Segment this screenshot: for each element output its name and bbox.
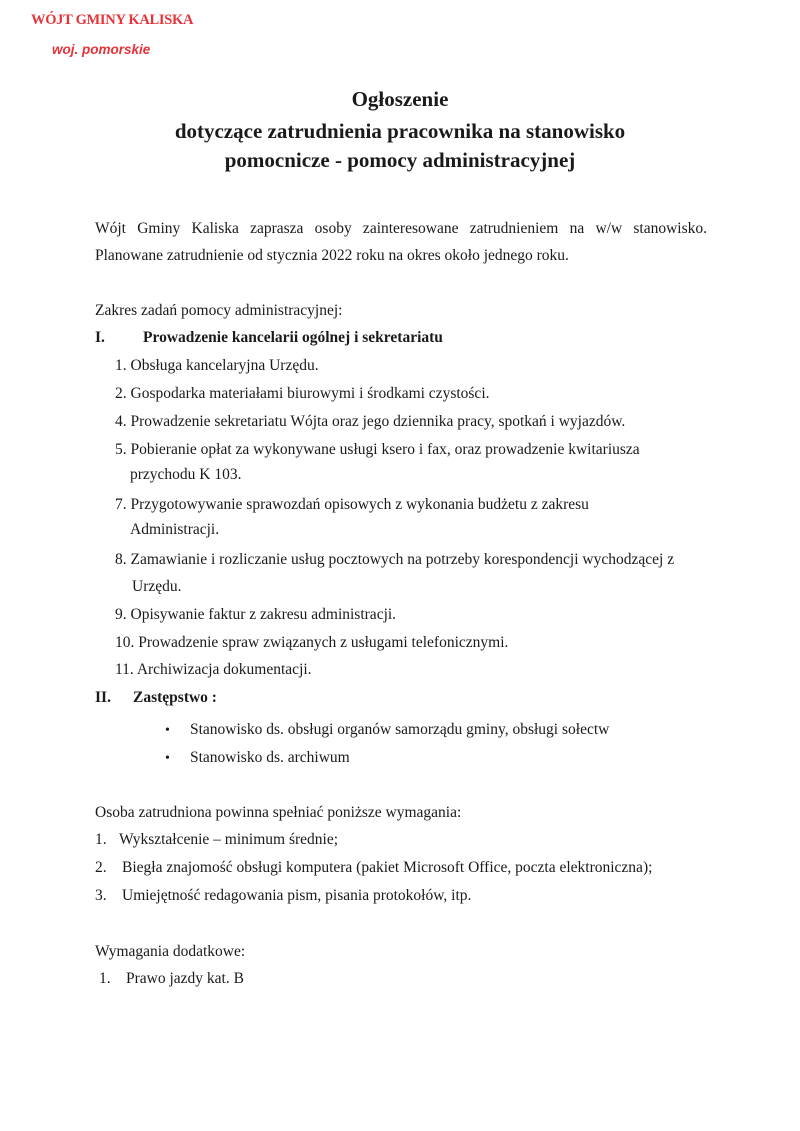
requirement-text: Wykształcenie – minimum średnie; (119, 831, 339, 848)
bullet-icon: • (165, 751, 170, 766)
section-1-numeral: I. (95, 329, 105, 346)
requirement-number: 3. (95, 887, 107, 904)
task-item: 2. Gospodarka materiałami biurowymi i środkami czystości. (115, 385, 490, 402)
requirement-number: 1. (95, 831, 107, 848)
stamp-region: woj. pomorskie (52, 42, 151, 57)
requirements-heading: Osoba zatrudniona powinna spełniać poniższe wymagania: (95, 804, 462, 821)
section-2-title: Zastępstwo : (133, 689, 217, 706)
requirement-text: Biegła znajomość obsługi komputera (pakiet Microsoft Office, poczta elektroniczna); (122, 859, 653, 876)
substitution-item: Stanowisko ds. obsługi organów samorządu gminy, obsługi sołectw (190, 721, 610, 738)
bullet-icon: • (165, 723, 170, 738)
task-item: 4. Prowadzenie sekretariatu Wójta oraz jego dziennika pracy, spotkań i wyjazdów. (115, 413, 626, 430)
title-line-3: pomocnicze - pomocy administracyjnej (224, 148, 576, 172)
task-item-continuation: Administracji. (130, 521, 220, 538)
intro-line-2: Planowane zatrudnienie od stycznia 2022 roku na okres około jednego roku. (95, 247, 569, 264)
task-item: 5. Pobieranie opłat za wykonywane usługi ksero i fax, oraz prowadzenie kwitariusza (115, 441, 640, 458)
requirement-text: Umiejętność redagowania pism, pisania protokołów, itp. (122, 887, 472, 904)
task-item: 9. Opisywanie faktur z zakresu administracji. (115, 606, 397, 623)
task-item: 1. Obsługa kancelaryjna Urzędu. (115, 357, 319, 374)
task-item-continuation: przychodu K 103. (130, 466, 242, 483)
substitution-item: Stanowisko ds. archiwum (190, 749, 350, 766)
scope-heading: Zakres zadań pomocy administracyjnej: (95, 302, 343, 319)
task-item: 8. Zamawianie i rozliczanie usług pocztowych na potrzeby korespondencji wychodzącej z (115, 551, 675, 568)
task-item: 11. Archiwizacja dokumentacji. (115, 661, 312, 678)
title-line-2: dotyczące zatrudnienia pracownika na stanowisko (174, 119, 626, 143)
intro-line-1: Wójt Gminy Kaliska zaprasza osoby zainteresowane zatrudnieniem na w/w stanowisko. (95, 220, 707, 237)
additional-heading: Wymagania dodatkowe: (95, 943, 246, 960)
requirement-number: 2. (95, 859, 107, 876)
stamp-authority: WÓJT GMINY KALISKA (31, 12, 194, 28)
section-1-title: Prowadzenie kancelarii ogólnej i sekretariatu (143, 329, 443, 346)
additional-text: Prawo jazdy kat. B (126, 970, 244, 987)
task-item: 7. Przygotowywanie sprawozdań opisowych z wykonania budżetu z zakresu (115, 496, 589, 513)
section-2-numeral: II. (95, 689, 111, 706)
task-item-continuation: Urzędu. (132, 578, 182, 595)
task-item: 10. Prowadzenie spraw związanych z usługami telefonicznymi. (115, 634, 509, 651)
additional-number: 1. (99, 970, 111, 987)
title-line-1: Ogłoszenie (351, 87, 449, 111)
